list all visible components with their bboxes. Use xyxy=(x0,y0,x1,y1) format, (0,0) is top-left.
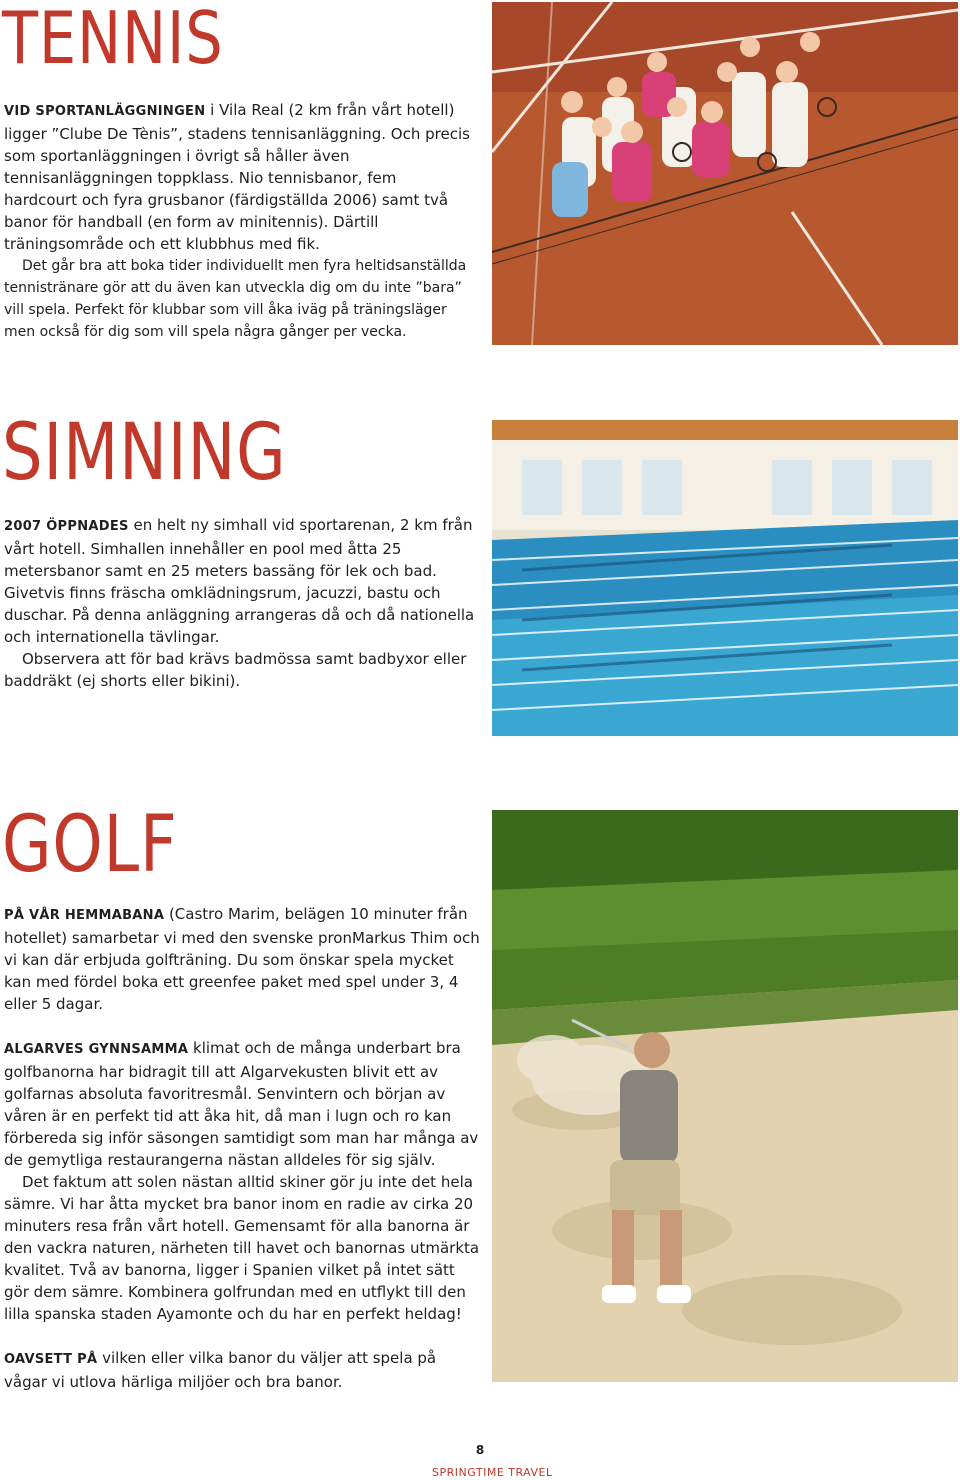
golf-paragraph-1-text: (Castro Marim, belägen 10 minuter från hotellet) samarbetar vi med den svenske pronMarkus Thim och vi kan där erbjuda golfträning. Du som önskar spela mycket kan med fördel boka ett greenfee paket med spel under 3, 4 eller 5 dagar. xyxy=(4,905,480,1013)
golf-paragraph-4 xyxy=(4,1347,480,1393)
tennis-text xyxy=(4,99,474,343)
tennis-paragraph-2: Det går bra att boka tider individuellt men fyra heltidsanställda tennistränare gör att du även kan utveckla dig om du inte ”bara” vill spela. Perfekt för klubbar som vill åka iväg på träningsläger men också för dig som vill spela några gånger per vecka. xyxy=(4,258,467,340)
golf-lead-1: PÅ VÅR HEMMABANA xyxy=(4,908,165,923)
golf-paragraph-1 xyxy=(4,903,480,1015)
golf-paragraph-2-text: klimat och de många underbart bra golfbanorna har bidragit till att Algarvekusten blivit ett av golfarnas absoluta favoritresmål. Senvintern och början av våren är en perfekt tid att åka hit, då man i lugn och ro kan förbereda sig inför säsongen samtidigt som man har många av de gemytliga restaurangerna nästan alldeles för sig själv. xyxy=(4,1039,479,1169)
simning-paragraph-1 xyxy=(4,514,480,648)
simning-paragraph-1-text: en helt ny simhall vid sportarenan, 2 km från vårt hotell. Simhallen innehåller en pool med åtta 25 metersbanor samt en 25 meters bassäng för lek och bad. Givetvis finns fräscha omklädningsrum, jacuzzi, bastu och duschar. På denna anläggning arrangeras då och då nationella och internationella tävlingar. xyxy=(4,516,475,646)
tennis-heading: TENNIS xyxy=(2,0,224,80)
golf-paragraph-3: Det faktum att solen nästan alltid skiner gör ju inte det hela sämre. Vi har åtta mycket bra banor inom en radie av cirka 20 minuters resa från vårt hotell. Gemensamt för alla banorna är den vackra naturen, närheten till havet och banornas utmärkta kvalitet. Två av banorna, ligger i Spanien vilket på intet sätt gör dem sämre. Kombinera golfrundan med en utflykt till den lilla spanska staden Ayamonte och du har en perfekt heldag! xyxy=(4,1173,480,1323)
golf-text xyxy=(4,903,480,1393)
tennis-lead: VID SPORTANLÄGGNINGEN xyxy=(4,104,206,119)
golf-lead-2: ALGARVES GYNNSAMMA xyxy=(4,1042,189,1057)
golf-photo xyxy=(492,810,958,1382)
simning-paragraph-2: Observera att för bad krävs badmössa samt badbyxor eller baddräkt (ej shorts eller bikini). xyxy=(4,650,467,690)
tennis-photo xyxy=(492,2,958,345)
simning-text xyxy=(4,514,480,692)
simning-heading: SIMNING xyxy=(2,408,287,498)
footer-brand: SPRINGTIME TRAVEL xyxy=(432,1466,553,1479)
golf-paragraph-2 xyxy=(4,1037,480,1171)
pool-photo xyxy=(492,420,958,736)
page-number: 8 xyxy=(475,1443,485,1457)
golf-lead-3: OAVSETT PÅ xyxy=(4,1352,98,1367)
tennis-paragraph-1 xyxy=(4,99,474,255)
simning-lead: 2007 ÖPPNADES xyxy=(4,519,129,534)
tennis-paragraph-1-text: i Vila Real (2 km från vårt hotell) ligger ”Clube De Tènis”, stadens tennisanläggning. Och precis som sportanläggningen i övrigt så håller även tennisanläggningen toppklass. Nio tennisbanor, fem hardcourt och fyra grusbanor (färdigställda 2006) samt två banor för handball (en form av minitennis). Därtill träningsområde och ett klubbhus med fik. xyxy=(4,101,470,253)
golf-heading: GOLF xyxy=(2,800,178,890)
golf-paragraph-4-text: vilken eller vilka banor du väljer att spela på vågar vi utlova härliga miljöer och bra banor. xyxy=(4,1349,437,1391)
